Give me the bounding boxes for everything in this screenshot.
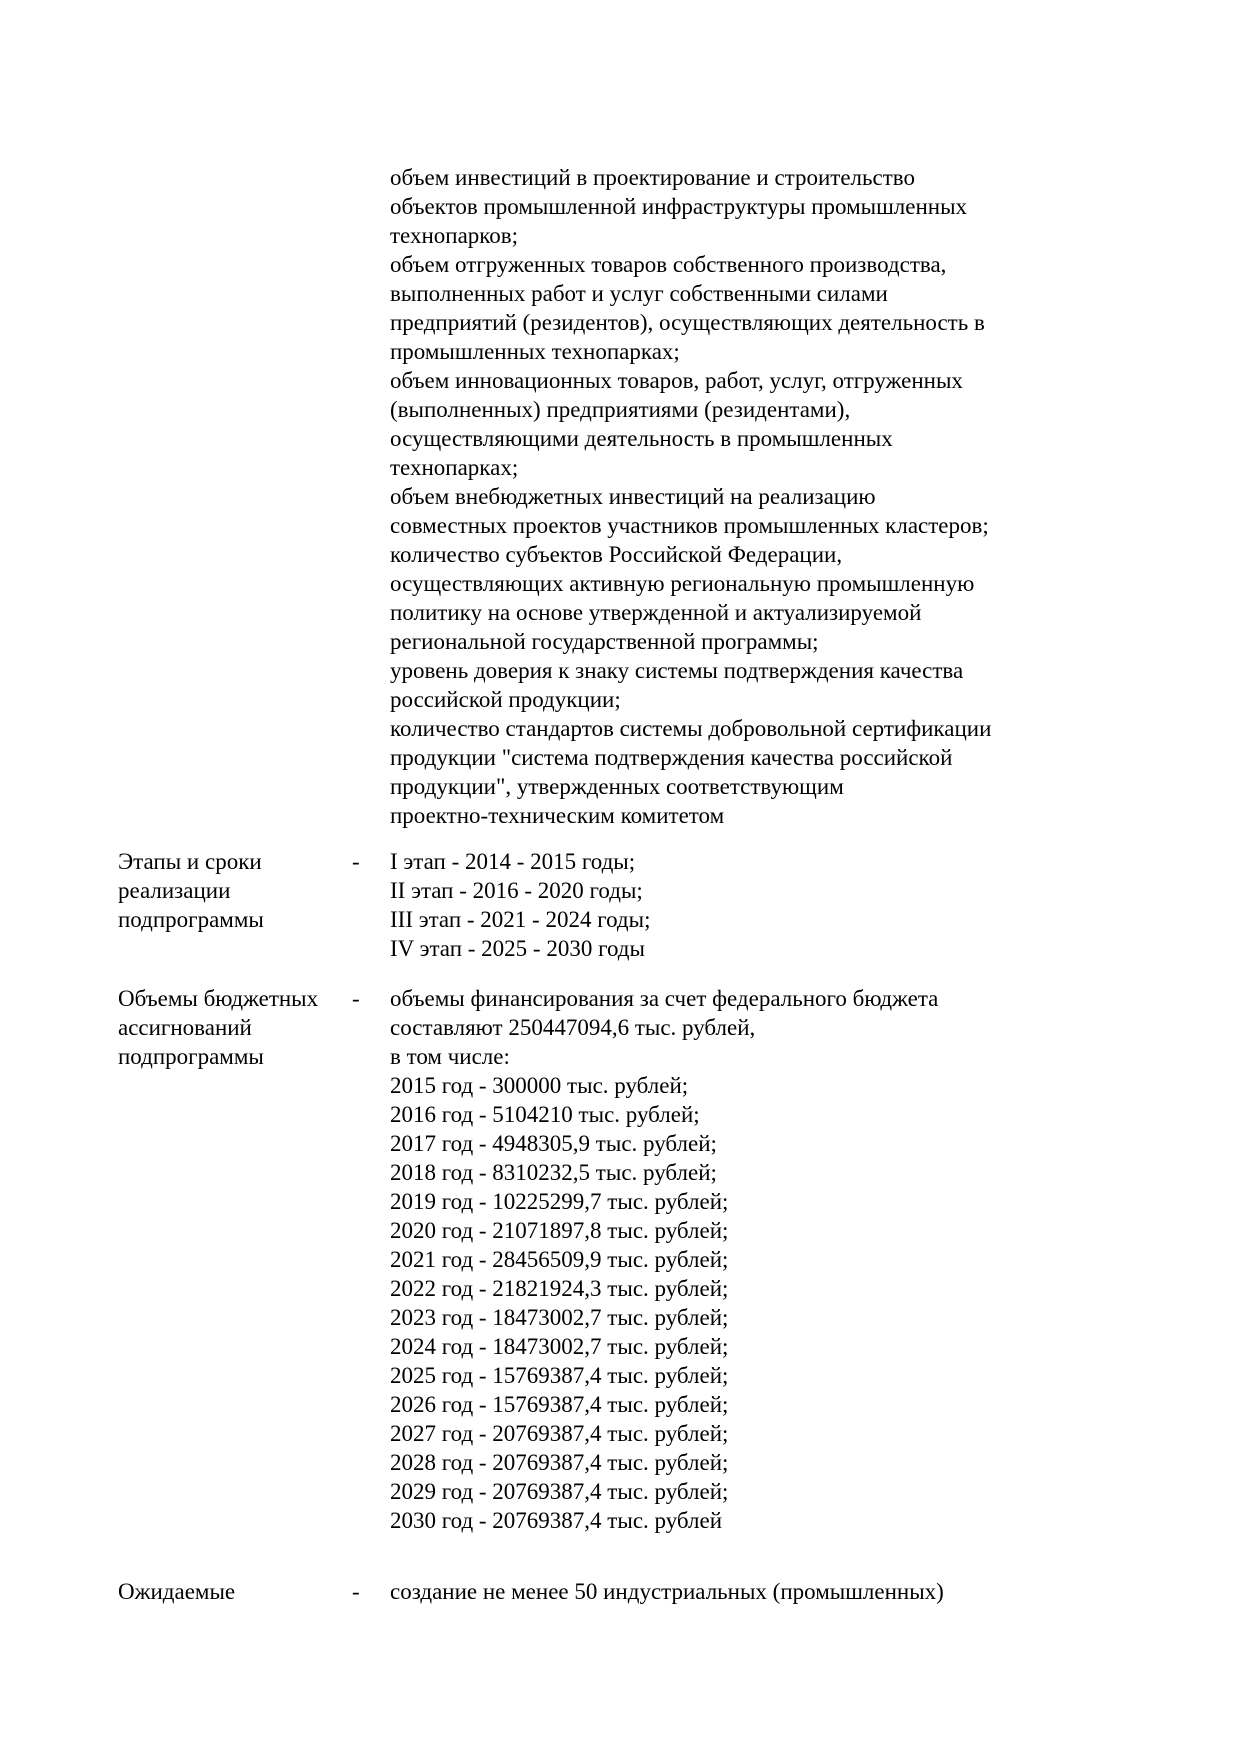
text-line: I этап - 2014 - 2015 годы; (390, 849, 636, 874)
text-line: осуществляющими деятельность в промышленных (390, 426, 893, 451)
text-line: 2015 год - 300000 тыс. рублей; (390, 1073, 689, 1098)
text-line: объемы финансирования за счет федерального бюджета (390, 986, 939, 1011)
stages-label (118, 847, 264, 934)
text-line: российской продукции; (390, 687, 621, 712)
budget-content (390, 984, 938, 1535)
text-line: 2024 год - 18473002,7 тыс. рублей; (390, 1334, 729, 1359)
text-line: 2027 год - 20769387,4 тыс. рублей; (390, 1421, 729, 1446)
text-line: объектов промышленной инфраструктуры промышленных (390, 194, 968, 219)
text-line: продукции "система подтверждения качества российской (390, 745, 953, 770)
label-line: подпрограммы (118, 907, 264, 932)
text-line: региональной государственной программы; (390, 629, 819, 654)
text-line: промышленных технопарках; (390, 339, 680, 364)
text-line: II этап - 2016 - 2020 годы; (390, 878, 643, 903)
text-line: предприятий (резидентов), осуществляющих деятельность в (390, 310, 985, 335)
label-line: реализации (118, 878, 231, 903)
row-dash: - (352, 849, 360, 874)
text-line: политику на основе утвержденной и актуализируемой (390, 600, 922, 625)
text-line: 2022 год - 21821924,3 тыс. рублей; (390, 1276, 729, 1301)
expected-content (390, 1577, 944, 1606)
text-line: проектно-техническим комитетом (390, 803, 725, 828)
stages-content (390, 847, 650, 963)
expected-label (118, 1577, 235, 1606)
text-line: 2025 год - 15769387,4 тыс. рублей; (390, 1363, 729, 1388)
text-line: 2028 год - 20769387,4 тыс. рублей; (390, 1450, 729, 1475)
text-line: совместных проектов участников промышленных кластеров; (390, 513, 989, 538)
text-line: 2026 год - 15769387,4 тыс. рублей; (390, 1392, 729, 1417)
text-line: продукции", утвержденных соответствующим (390, 774, 844, 799)
text-line: технопарках; (390, 455, 519, 480)
label-line: ассигнований (118, 1015, 252, 1040)
text-line: количество стандартов системы добровольной сертификации (390, 716, 992, 741)
text-line: 2017 год - 4948305,9 тыс. рублей; (390, 1131, 717, 1156)
indicators-continued (390, 163, 991, 830)
text-line: 2020 год - 21071897,8 тыс. рублей; (390, 1218, 729, 1243)
text-line: 2016 год - 5104210 тыс. рублей; (390, 1102, 700, 1127)
label-line: подпрограммы (118, 1044, 264, 1069)
label-line: Ожидаемые (118, 1579, 236, 1604)
text-line: количество субъектов Российской Федерации, (390, 542, 843, 567)
text-line: создание не менее 50 индустриальных (промышленных) (390, 1579, 944, 1604)
row-dash: - (352, 986, 360, 1011)
text-line: 2029 год - 20769387,4 тыс. рублей; (390, 1479, 729, 1504)
text-line: объем инновационных товаров, работ, услуг, отгруженных (390, 368, 963, 393)
budget-label (118, 984, 318, 1071)
text-line: технопарков; (390, 223, 519, 248)
text-line: 2021 год - 28456509,9 тыс. рублей; (390, 1247, 729, 1272)
text-line: 2018 год - 8310232,5 тыс. рублей; (390, 1160, 717, 1185)
text-line: 2023 год - 18473002,7 тыс. рублей; (390, 1305, 729, 1330)
text-line: III этап - 2021 - 2024 годы; (390, 907, 651, 932)
text-line: выполненных работ и услуг собственными силами (390, 281, 888, 306)
text-line: уровень доверия к знаку системы подтверждения качества (390, 658, 964, 683)
text-line: осуществляющих активную региональную промышленную (390, 571, 975, 596)
text-line: в том числе: (390, 1044, 510, 1069)
text-line: составляют 250447094,6 тыс. рублей, (390, 1015, 756, 1040)
label-line: Объемы бюджетных (118, 986, 319, 1011)
text-line: объем инвестиций в проектирование и строительство (390, 165, 915, 190)
text-line: объем отгруженных товаров собственного производства, (390, 252, 947, 277)
label-line: Этапы и сроки (118, 849, 262, 874)
text-line: объем внебюджетных инвестиций на реализацию (390, 484, 876, 509)
row-dash: - (352, 1579, 360, 1604)
text-line: IV этап - 2025 - 2030 годы (390, 936, 645, 961)
text-line: 2019 год - 10225299,7 тыс. рублей; (390, 1189, 729, 1214)
text-line: (выполненных) предприятиями (резидентами), (390, 397, 851, 422)
text-line: 2030 год - 20769387,4 тыс. рублей (390, 1508, 723, 1533)
